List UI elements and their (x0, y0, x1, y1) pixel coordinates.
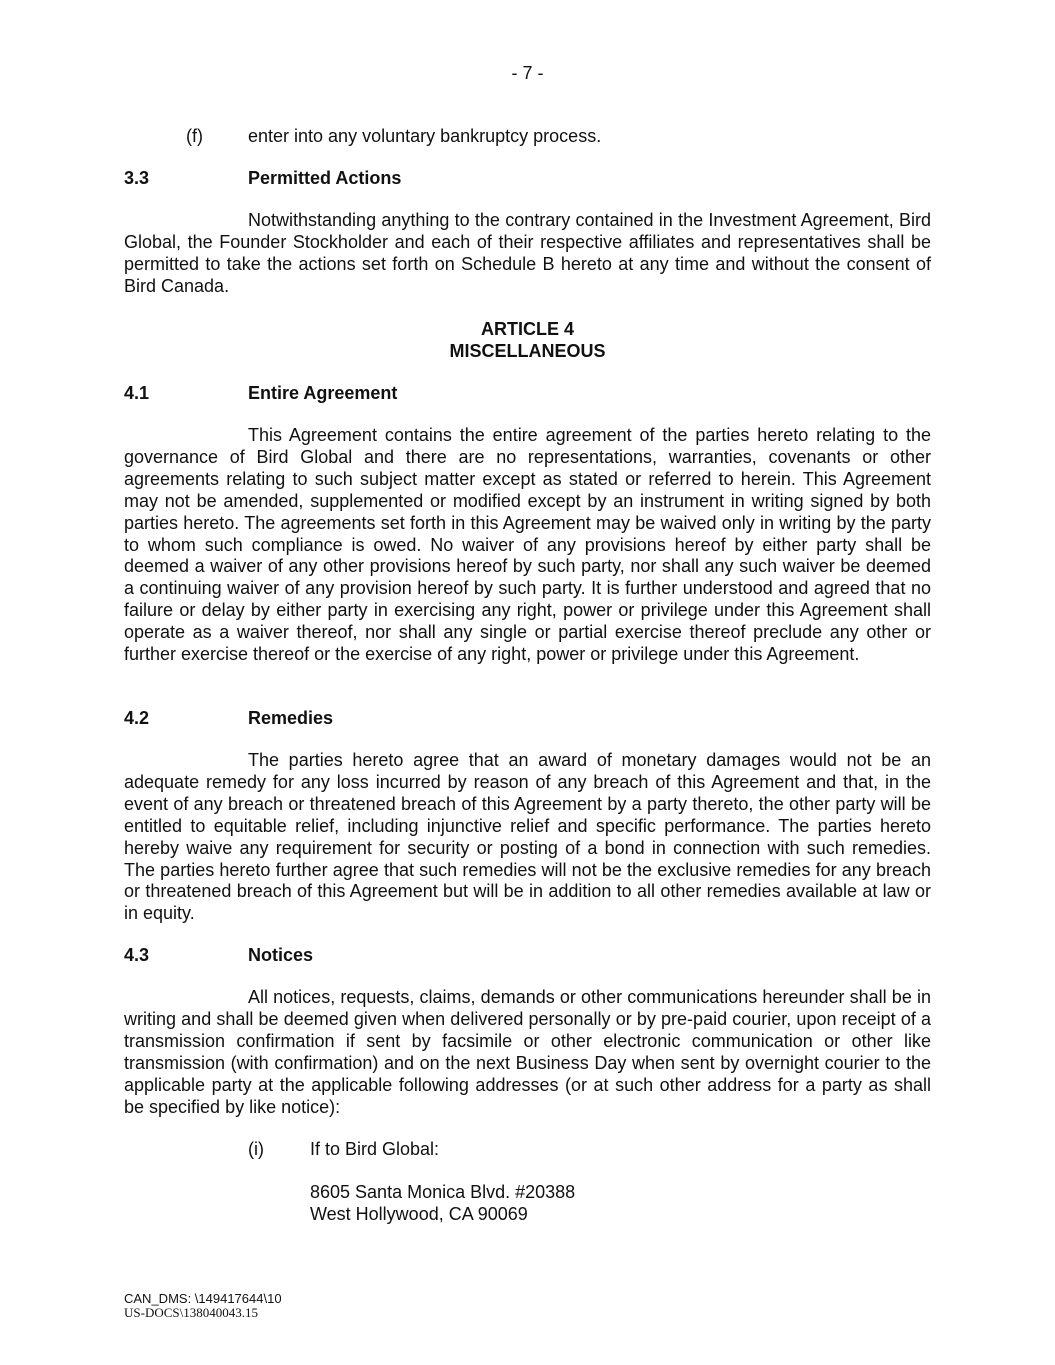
item-i-marker: (i) (248, 1139, 264, 1159)
section-4-3-number: 4.3 (124, 945, 150, 965)
section-4-2-body: The parties hereto agree that an award of monetary damages would not be an adequate remedy for any loss incurred by reason of any breach of this Agreement and that, in the event of any breach or threatened breach of this Agreement by a party thereto, the other party will be entitled to equitable relief, including injunctive relief and specific performance. The parties hereto hereby waive any requirement for security or posting of a bond in connection with such remedies. The parties hereto further agree that such remedies will not be the exclusive remedies for any breach or threatened breach of this Agreement but will be in addition to all other remedies available at law or in equity. (124, 750, 931, 924)
address-line-2: West Hollywood, CA 90069 (310, 1204, 528, 1224)
section-4-1-body: This Agreement contains the entire agreement of the parties hereto relating to the governance of Bird Global and there are no representations, warranties, covenants or other agreements relating to such subject matter except as stated or referred to herein. This Agreement may not be amended, supplemented or modified except by an instrument in writing signed by both parties hereto. The agreements set forth in this Agreement may be waived only in writing by the party to whom such compliance is owed. No waiver of any provisions hereof by either party shall be deemed a waiver of any other provisions hereof by such party, nor shall any such waiver be deemed a continuing waiver of any provision hereof by such party. It is further understood and agreed that no failure or delay by either party in exercising any right, power or privilege under this Agreement shall operate as a waiver thereof, nor shall any single or partial exercise thereof preclude any other or further exercise thereof or the exercise of any right, power or privilege under this Agreement. (124, 425, 931, 665)
section-4-2-title: Remedies (248, 708, 334, 728)
section-3-3-body: Notwithstanding anything to the contrary contained in the Investment Agreement, Bird Global, the Founder Stockholder and each of their respective affiliates and representatives shall be permitted to take the actions set forth on Schedule B hereto at any time and without the consent of Bird Canada. (124, 210, 931, 296)
item-f-marker: (f) (186, 126, 203, 146)
section-4-2-number: 4.2 (124, 708, 150, 728)
document-footer (124, 1292, 282, 1320)
article-number: ARTICLE 4 (480, 319, 574, 339)
footer-can-dms-ref: CAN_DMS: \149417644\10 (124, 1291, 282, 1306)
section-3-3-number: 3.3 (124, 168, 150, 188)
article-title: MISCELLANEOUS (449, 341, 606, 361)
article-heading (0, 318, 1055, 362)
footer-us-docs-ref: US-DOCS\138040043.15 (124, 1305, 258, 1320)
section-3-3-title: Permitted Actions (248, 168, 402, 188)
item-i-text: If to Bird Global: (310, 1139, 440, 1159)
address-line-1: 8605 Santa Monica Blvd. #20388 (310, 1182, 576, 1202)
page-number: - 7 - (511, 63, 544, 83)
section-4-3-title: Notices (248, 945, 314, 965)
section-4-3-body: All notices, requests, claims, demands or other communications hereunder shall be in writing and shall be deemed given when delivered personally or by pre-paid courier, upon receipt of a transmission confirmation if sent by facsimile or other electronic communication or other like transmission (with confirmation) and on the next Business Day when sent by overnight courier to the applicable party at the applicable following addresses (or at such other address for a party as shall be specified by like notice): (124, 987, 931, 1117)
item-f-text: enter into any voluntary bankruptcy process. (248, 126, 602, 146)
section-4-1-title: Entire Agreement (248, 383, 398, 403)
section-4-1-number: 4.1 (124, 383, 150, 403)
